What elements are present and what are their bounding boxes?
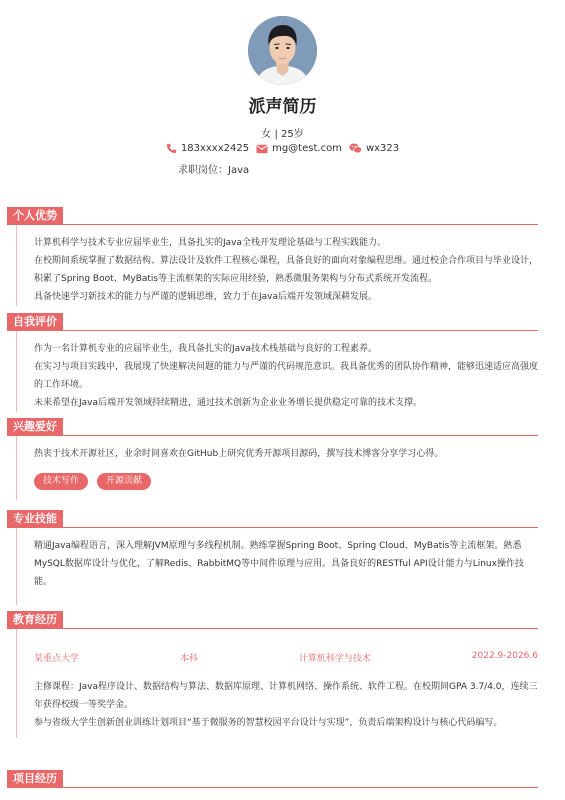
- resume-name: 派声简历: [248, 97, 317, 117]
- paragraph: 热衷于技术开源社区，业余时间喜欢在GitHub上研究优秀开源项目源码，撰写技术博客分享学习心得。: [34, 449, 444, 459]
- section-body: [16, 436, 565, 500]
- section-title: 专业技能: [7, 510, 63, 528]
- avatar: [248, 16, 317, 85]
- job-target: 求职岗位：Java: [178, 165, 250, 176]
- section-skills: [0, 510, 565, 605]
- section-header: [0, 770, 565, 788]
- section-header: [0, 207, 565, 225]
- email-text: mg@test.com: [272, 143, 342, 154]
- section-header: [0, 611, 565, 629]
- email-icon: [256, 144, 268, 154]
- section-body: [16, 331, 565, 412]
- phone-contact: [166, 143, 249, 154]
- section-title: 兴趣爱好: [7, 418, 63, 436]
- wechat-icon: [349, 143, 362, 154]
- phone-icon: [166, 143, 177, 154]
- contact-row: [0, 143, 565, 154]
- paragraph: 在实习与项目实践中，我展现了快速解决问题的能力与严谨的代码规范意识。我具备优秀的团队协作精神，能够迅速适应高强度的工作环境。: [34, 362, 539, 390]
- paragraph: 主修课程：Java程序设计、数据结构与算法、数据库原理、计算机网络、操作系统、软件工程。在校期间GPA 3.7/4.0，连续三年获得校级一等奖学金。: [34, 682, 538, 710]
- wechat-text: wx323: [365, 143, 400, 154]
- education-row: [34, 651, 538, 664]
- section-header: [0, 313, 565, 331]
- major: 计算机科学与技术: [298, 654, 371, 664]
- degree: 本科: [179, 654, 198, 664]
- email-contact: [256, 143, 342, 154]
- phone-text: 183xxxx2425: [180, 143, 250, 154]
- paragraph: 参与省级大学生创新创业训练计划项目“基于微服务的智慧校园平台设计与实现”，负责后端架构设计与核心代码编写。: [34, 718, 503, 728]
- avatar-portrait-image: [248, 16, 317, 85]
- section-title: 自我评价: [7, 313, 63, 331]
- section-projects: [0, 770, 565, 788]
- section-title: 教育经历: [7, 611, 63, 629]
- paragraph: 计算机科学与技术专业应届毕业生，具备扎实的Java全栈开发理论基础与工程实践能力。: [34, 238, 387, 248]
- paragraph: 作为一名计算机专业的应届毕业生，我具备扎实的Java技术栈基础与良好的工程素养。: [34, 344, 378, 354]
- section-header: [0, 510, 565, 528]
- section-body: [16, 225, 565, 306]
- section-title: 个人优势: [7, 207, 63, 225]
- section-body: [16, 629, 565, 738]
- study-period: 2022.9-2026.6: [471, 651, 538, 661]
- paragraph: 未来希望在Java后端开发领域持续精进，通过技术创新为企业业务增长提供稳定可靠的技术支撑。: [34, 398, 423, 408]
- wechat-contact: [349, 143, 399, 154]
- gender-age: 女 | 25岁: [261, 129, 304, 140]
- paragraph: 精通Java编程语言，深入理解JVM原理与多线程机制。熟练掌握Spring Boot、Spring Cloud、MyBatis等主流框架。熟悉MySQL数据库设计与优化，了解Redis、RabbitMQ等中间件原理与应用。具备良好的RESTful API设计能力与Linux操作技能。: [34, 541, 524, 587]
- paragraph: 在校期间系统掌握了数据结构、算法设计及软件工程核心课程，具备良好的面向对象编程思维。通过校企合作项目与毕业设计，积累了Spring Boot、MyBatis等主流框架的实际应用经验，熟悉微服务架构与分布式系统开发流程。: [34, 256, 539, 284]
- school-name: 某重点大学: [34, 654, 80, 664]
- section-evaluation: [0, 313, 565, 412]
- section-body: [16, 528, 565, 605]
- section-education: [0, 611, 565, 738]
- section-header: [0, 418, 565, 436]
- tag: 技术写作: [34, 473, 88, 490]
- tag-list: [34, 473, 538, 490]
- section-hobbies: [0, 418, 565, 500]
- paragraph: 具备快速学习新技术的能力与严谨的逻辑思维，致力于在Java后端开发领域深耕发展。: [34, 292, 378, 302]
- section-title: 项目经历: [7, 770, 63, 788]
- tag: 开源贡献: [97, 473, 151, 490]
- section-divider: [7, 787, 538, 788]
- section-advantage: [0, 207, 565, 306]
